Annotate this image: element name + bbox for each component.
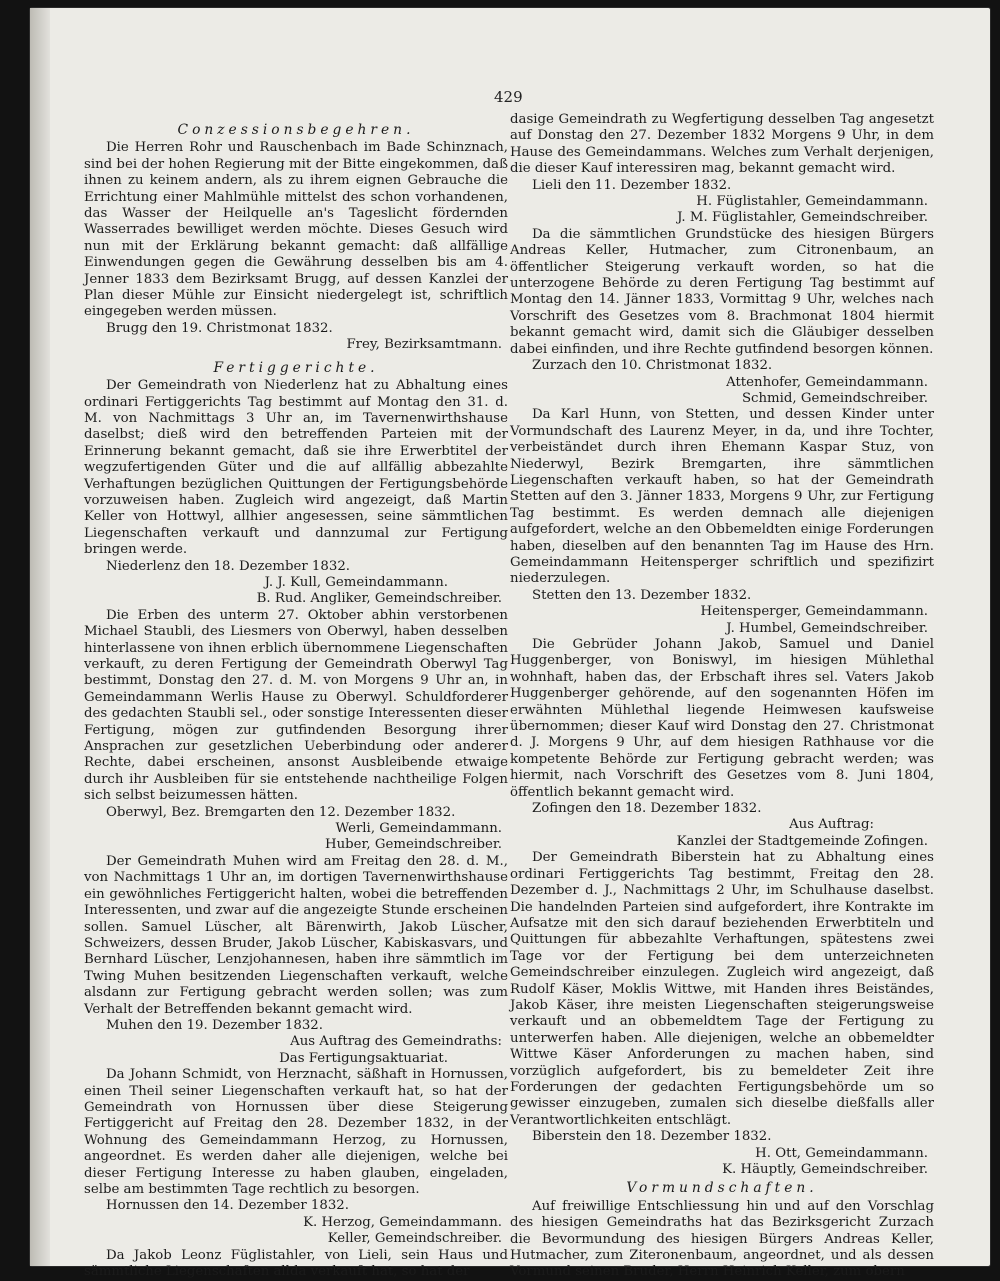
notice-paragraph: Die Erben des unterm 27. Oktober abhin verstorbenen Michael Staubli, des Liesmers von Oberwyl, haben desselben hinterlassene von ihnen erblich übernommene Liegenschaften verkauft, zu deren Fertigung der Gemeindrath Oberwyl Tag bestimmt, Donstag den 27. d. M. von Morgens 9 Uhr an, in Gemeindammann Werlis Hause zu Oberwyl. Schuldforderer des gedachten Staubli sel., oder sonstige Interessenten dieser Fertigung, mögen zur gutfindenden Besorgung ihrer Ansprachen zur gesetzlichen Ueberbindung oder anderer Rechte, dabei erscheinen, ansonst Ausbleibende etwaige durch ihr Ausbleiben für sie entstehende nachtheilige Folgen sich selbst beizumessen hätten. <box>84 607 508 804</box>
notice-place-date: Zofingen den 18. Dezember 1832. <box>532 801 762 817</box>
section-title-fertiggerichte: Fertiggerichte. <box>213 359 379 376</box>
notice-paragraph: Auf freiwillige Entschliessung hin und auf den Vorschlag des hiesigen Gemeindraths hat das Bezirksgericht Zurzach die Bevormundung des hiesigen Bürgers Andreas Keller, Hutmacher, zum Ziteronenbaum, angeordnet, und als dessen Vormund seinen Bruder, Herrn Heinrich Keller, zum obern <box>510 1198 934 1280</box>
notice-paragraph: dasige Gemeindrath zu Wegfertigung desselben Tag angesetzt auf Donstag den 27. Dezember 1832 Morgens 9 Uhr, in dem Hause des Gemeindammans. Welches zum Verhalt derjenigen, die dieser Kauf interessiren mag, bekannt gemacht wird. <box>510 112 934 177</box>
notice-signature: Keller, Gemeindschreiber. <box>327 1231 502 1247</box>
notice-place-date: Zurzach den 10. Christmonat 1832. <box>532 358 773 374</box>
notice-paragraph: Der Gemeindrath Biberstein hat zu Abhaltung eines ordinari Fertiggerichts Tag bestimmt, Freitag den 28. Dezember d. J., Nachmittags 2 Uhr, im Schulhause daselbst. Die handelnden Parteien sind aufgefordert, ihre Kontrakte im Aufsatze mit den sich darauf beziehenden Erwerbtiteln und Quittungen für abbezahlte Verhaftungen, spätestens zwei Tage vor der Fertigung bei dem unterzeichneten Gemeindschreiber einzulegen. Zugleich wird angezeigt, daß Rudolf Käser, Moklis Wittwe, mit Handen ihres Beiständes, Jakob Käser, ihre meisten Liegenschaften steigerungsweise verkauft und an obbemeldtem Tage der Fertigung zu unterwerfen haben. Alle diejenigen, welche an obbemeldter Wittwe Käser Anforderungen zu machen haben, sind vorzüglich aufgefordert, bis zu bemeldeter Zeit ihre Forderungen der gedachten Fertigungsbehörde um so gewisser einzugeben, zumalen sich dieselbe dießfalls aller Verantwortlichkeiten entschlägt. <box>510 850 934 1128</box>
notice-signature: Frey, Bezirksamtmann. <box>346 337 502 353</box>
notice-paragraph: Da Jakob Leonz Füglistahler, von Lieli, sein Haus und sämmtliche Liegenschaften allda verkauft hat, so hat der <box>84 1247 508 1280</box>
notice-signature: Attenhofer, Gemeindammann. <box>726 374 928 390</box>
notice-signature: Werli, Gemeindammann. <box>335 821 502 837</box>
notice-signature: Heitensperger, Gemeindammann. <box>700 604 928 620</box>
notice-paragraph: Da Karl Hunn, von Stetten, und dessen Kinder unter Vormundschaft des Laurenz Meyer, in da, und ihre Tochter, verbeiständet durch ihren Ehemann Kaspar Stuz, von Niederwyl, Bezirk Bremgarten, ihre sämmtlichen Liegenschaften verkauft haben, so hat der Gemeindrath Stetten auf den 3. Jänner 1833, Morgens 9 Uhr, zur Fertigung Tag bestimmt. Es werden demnach alle diejenigen aufgefordert, welche an den Obbemeldten einige Forderungen haben, dieselben auf den benannten Tag im Hause des Hrn. Gemeindammann Heitensperger schriftlich und spezifizirt niederzulegen. <box>510 407 934 587</box>
left-column <box>84 120 508 1280</box>
notice-paragraph: Da Johann Schmidt, von Herznacht, säßhaft in Hornussen, einen Theil seiner Liegenschaften verkauft hat, so hat der Gemeindrath von Hornussen über diese Steigerung Fertiggericht auf Freitag den 28. Dezember 1832, in der Wohnung des Gemeindammann Herzog, zu Hornussen, angeordnet. Es werden daher alle diejenigen, welche bei dieser Fertigung Interesse zu haben glauben, eingeladen, selbe am bestimmten Tage rechtlich zu besorgen. <box>84 1067 508 1197</box>
notice-paragraph: Die Herren Rohr und Rauschenbach im Bade Schinznach, sind bei der hohen Regierung mit der Bitte eingekommen, daß ihnen zu keinem andern, als zu ihrem eignen Gebrauche die Errichtung einer Mahlmühle mittelst des schon vorhandenen, das Wasser der Heilquelle an's Tageslicht fördernden Wasserrades bewilliget werden möchte. Dieses Gesuch wird nun mit der Erklärung bekannt gemacht: daß allfällige Einwendungen gegen die Gewährung desselben bis am 4. Jenner 1833 dem Bezirksamt Brugg, auf dessen Kanzlei der Plan dieser Mühle zur Einsicht niedergelegt ist, schriftlich eingegeben werden müssen. <box>84 140 508 320</box>
notice-place-date: Stetten den 13. Dezember 1832. <box>532 587 752 603</box>
notice-paragraph: Die Gebrüder Johann Jakob, Samuel und Daniel Huggenberger, von Boniswyl, im hiesigen Mühlethal wohnhaft, haben das, der Erbschaft ihres sel. Vaters Jakob Huggenberger gehörende, auf den sogenannten Höfen im erwähnten Mühlethal liegende Heimwesen kaufsweise übernommen; dieser Kauf wird Donstag den 27. Christmonat d. J. Morgens 9 Uhr, auf dem hiesigen Rathhause vor die kompetente Behörde zur Fertigung gebracht werden; was hiermit, nach Vorschrift des Gesetzes vom 8. Juni 1804, öffentlich bekannt gemacht wird. <box>510 637 934 800</box>
notice-place-date: Lieli den 11. Dezember 1832. <box>532 177 732 193</box>
page-number: 429 <box>494 88 523 106</box>
page-gutter <box>30 8 50 1266</box>
notice-signature: J. J. Kull, Gemeindammann. <box>264 574 448 590</box>
section-title-vormundschaften: Vormundschaften. <box>626 1180 818 1197</box>
right-column <box>510 112 934 1281</box>
notice-place-date: Muhen den 19. Dezember 1832. <box>106 1017 323 1033</box>
notice-paragraph: Da die sämmtlichen Grundstücke des hiesigen Bürgers Andreas Keller, Hutmacher, zum Citronenbaum, an öffentlicher Steigerung verkauft worden, so hat die unterzogene Behörde zu deren Fertigung Tag bestimmt auf Montag den 14. Jänner 1833, Vormittag 9 Uhr, welches nach Vorschrift des Gesetzes vom 8. Brachmonat 1804 hiermit bekannt gemacht wird, damit sich die Gläubiger desselben dabei einfinden, und ihre Rechte gutfindend besorgen können. <box>510 226 934 357</box>
notice-signature: J. M. Füglistahler, Gemeindschreiber. <box>677 210 928 226</box>
notice-signature: K. Herzog, Gemeindammann. <box>303 1214 502 1230</box>
notice-paragraph: Der Gemeindrath von Niederlenz hat zu Abhaltung eines ordinari Fertiggerichts Tag bestimmt auf Montag den 31. d. M. von Nachmittags 3 Uhr an, im Tavernenwirthshause daselbst; dieß wird den betreffenden Parteien mit der Erinnerung bekannt gemacht, daß sie ihre Erwerbtitel der wegzufertigenden Güter und die auf allfällig abbezahlte Verhaftungen bezüglichen Quittungen der Fertigungsbehörde vorzuweisen haben. Zugleich wird angezeigt, daß Martin Keller von Hottwyl, allhier angesessen, seine sämmtlichen Liegenschaften verkauft und dannzumal zur Fertigung bringen werde. <box>84 378 508 558</box>
notice-signature: Das Fertigungsaktuariat. <box>279 1050 448 1066</box>
notice-place-date: Oberwyl, Bez. Bremgarten den 12. Dezember 1832. <box>106 804 456 820</box>
notice-signature: B. Rud. Angliker, Gemeindschreiber. <box>256 591 502 607</box>
notice-signature: Kanzlei der Stadtgemeinde Zofingen. <box>676 833 928 849</box>
notice-place-date: Niederlenz den 18. Dezember 1832. <box>106 558 350 574</box>
notice-place-date: Brugg den 19. Christmonat 1832. <box>106 320 333 336</box>
notice-place-date: Hornussen den 14. Dezember 1832. <box>106 1198 349 1214</box>
notice-signature: Huber, Gemeindschreiber. <box>324 837 502 853</box>
notice-signature: Schmid, Gemeindschreiber. <box>741 390 928 406</box>
notice-signature: Aus Auftrag des Gemeindraths: <box>290 1034 502 1050</box>
newspaper-page <box>30 8 990 1280</box>
notice-signature: K. Häuptly, Gemeindschreiber. <box>722 1162 928 1177</box>
notice-signature: H. Füglistahler, Gemeindammann. <box>696 194 928 210</box>
notice-signature: H. Ott, Gemeindammann. <box>755 1145 928 1161</box>
notice-signature: Aus Auftrag: <box>789 817 874 833</box>
notice-paragraph: Der Gemeindrath Muhen wird am Freitag den 28. d. M., von Nachmittags 1 Uhr an, im dortigen Tavernenwirthshause ein gewöhnliches Fertiggericht halten, wobei die betreffenden Interessenten, und zwar auf die angezeigte Stunde erscheinen sollen. Samuel Lüscher, alt Bärenwirth, Jakob Lüscher, Schweizers, dessen Bruder, Jakob Lüscher, Kabiskasvars, und Bernhard Lüscher, Lenzjohannesen, haben ihre sämmtlich im Twing Muhen besitzenden Liegenschaften verkauft, welche alsdann zur Fertigung gebracht werden sollen; was zum Verhalt der Betreffenden bekannt gemacht wird. <box>84 853 508 1017</box>
section-title-conzessionsbegehren: Conzessionsbegehren. <box>177 122 415 138</box>
notice-signature: J. Humbel, Gemeindschreiber. <box>726 620 928 636</box>
notice-place-date: Biberstein den 18. Dezember 1832. <box>532 1129 772 1145</box>
